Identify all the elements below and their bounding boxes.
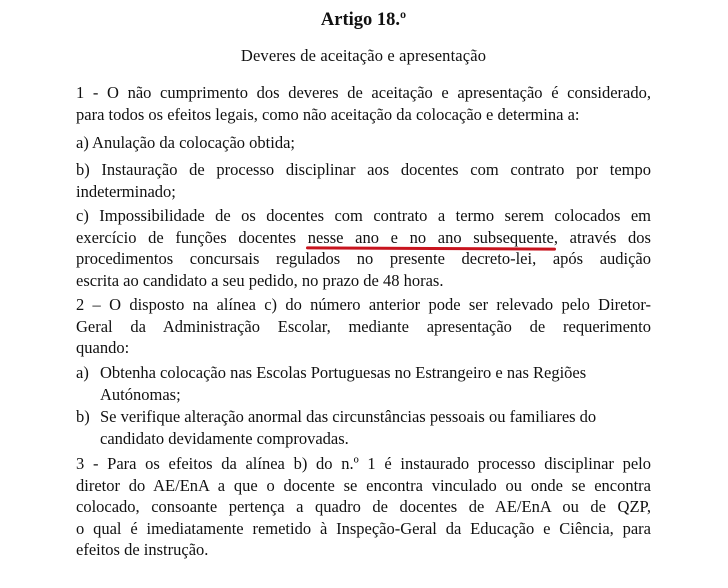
item-c-line-2-start: exercício de funções docentes (76, 227, 308, 247)
paragraph-3-line-4: o qual é imediatamente remetido à Inspeção-Geral da Educação e Ciência, para (76, 518, 651, 538)
item-c-line-3: procedimentos concursais regulados no presente decreto-lei, após audição (76, 249, 651, 268)
item-b (76, 159, 651, 202)
paragraph-3-line-5: efeitos de instrução. (76, 540, 209, 559)
item-c-line-4: escrita ao candidato a seu pedido, no prazo de 48 horas. (76, 270, 444, 290)
list-item-b-line-1: Se verifique alteração anormal das circunstâncias pessoais ou familiares do (100, 407, 597, 426)
item-c (76, 205, 651, 291)
list-item-a-marker: a) (76, 363, 89, 382)
list-item-a (76, 362, 651, 405)
list-item-b-line-2: candidato devidamente comprovadas. (100, 428, 349, 448)
paragraph-2-line-1: 2 – O disposto na alínea c) do número anterior pode ser relevado pelo Diretor- (76, 295, 651, 314)
paragraph-1-line-2: para todos os efeitos legais, como não aceitação da colocação e determina a: (76, 104, 580, 124)
item-a-text: a) Anulação da colocação obtida; (76, 133, 295, 152)
list-item-b (76, 406, 651, 449)
paragraph-3-line-3: colocado, consoante pertença a quadro de docentes de AE/EnA ou de QZP, (76, 497, 651, 516)
paragraph-3 (76, 453, 651, 561)
list-item-a-line-2: Autónomas; (100, 384, 181, 404)
item-c-line-2-end: , através dos (553, 227, 651, 247)
highlighted-phrase: nesse ano e no ano subsequente (307, 227, 554, 247)
item-b-line-2: indeterminado; (76, 181, 176, 201)
paragraph-2-line-2: Geral da Administração Escolar, mediante apresentação de requerimento (76, 316, 651, 336)
paragraph-3-line-1: 3 - Para os efeitos da alínea b) do n.º 1 é instaurado processo disciplinar pelo (76, 454, 651, 473)
paragraph-2 (76, 294, 651, 359)
paragraph-3-line-2: diretor do AE/EnA a que o docente se encontra vinculado ou onde se encontra (76, 475, 651, 495)
list-item-b-marker: b) (76, 407, 90, 426)
article-subtitle: Deveres de aceitação e apresentação (240, 46, 487, 65)
item-c-line-1: c) Impossibilidade de os docentes com contrato a termo serem colocados em (76, 206, 651, 225)
paragraph-1 (76, 82, 651, 125)
item-c-line-2 (76, 227, 651, 249)
article-title: Artigo 18.º (320, 10, 407, 30)
item-b-line-1: b) Instauração de processo disciplinar aos docentes com contrato por tempo (76, 160, 651, 179)
list-item-a-line-1: Obtenha colocação nas Escolas Portuguesas no Estrangeiro e nas Regiões (100, 363, 587, 382)
paragraph-2-line-3: quando: (76, 338, 130, 357)
item-a (76, 132, 651, 154)
paragraph-1-line-1: 1 - O não cumprimento dos deveres de aceitação e apresentação é considerado, (76, 83, 651, 102)
